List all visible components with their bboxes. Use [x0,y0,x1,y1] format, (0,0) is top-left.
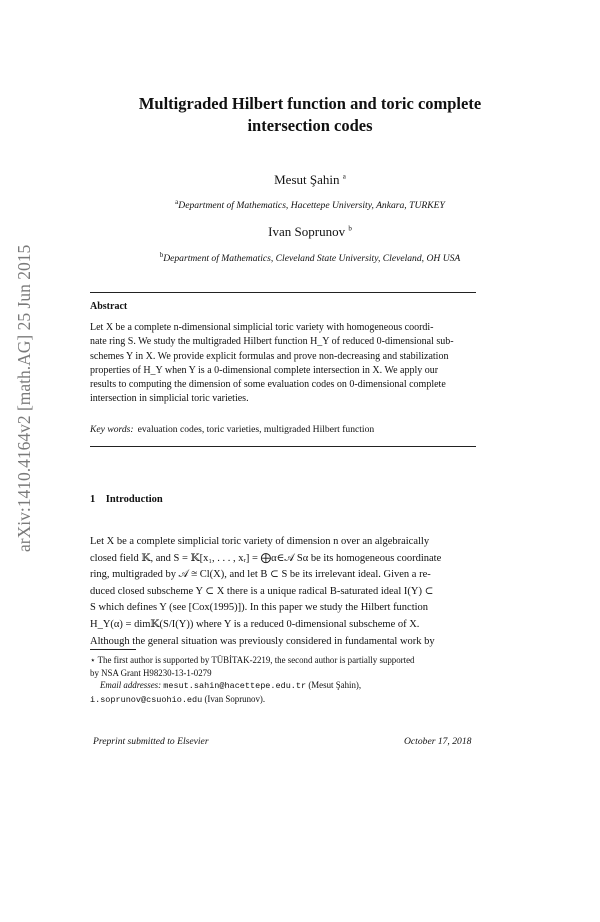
footnote-1b: by NSA Grant H98230-13-1-0279 [90,667,212,678]
abstract-line: results to computing the dimension of some evaluation codes on 0-dimensional complete [90,379,446,391]
preprint-note: Preprint submitted to Elsevier [93,736,209,747]
email-1[interactable]: mesut.sahin@hacettepe.edu.tr [163,681,307,692]
email-label: Email addresses: [100,680,162,691]
paper-date: October 17, 2018 [404,736,472,747]
arxiv-stamp [14,244,38,922]
title-line-1: Multigraded Hilbert function and toric complete [138,94,482,113]
abstract-line: properties of H_Y when Y is a 0-dimensional complete intersection in X. We apply our [90,364,439,376]
email-line [90,679,482,693]
email-line-2 [90,693,482,707]
footnote-1 [90,654,482,667]
intro-line: H_Y(α) = dim𝕂(S/I(Y)) where Y is a reduced 0-dimensional subscheme of X. [90,618,420,630]
abstract-heading: Abstract [90,301,128,312]
affiliation-2-text: Department of Mathematics, Cleveland State University, Cleveland, OH USA [163,253,461,265]
affiliation-1-sup: a [175,198,179,206]
paper-title [60,93,560,137]
abstract-bottom-rule [90,446,476,447]
email-1-name: (Mesut Şahin), [308,680,362,691]
abstract-line: schemes Y in X. We provide explicit formulas and prove non-decreasing and stabilization [90,350,449,362]
abstract-line: intersection in simplicial toric varieties. [90,393,249,405]
keywords-text: evaluation codes, toric varieties, multigraded Hilbert function [137,424,375,435]
affiliation-1 [60,198,560,211]
author-2-sup: b [348,224,352,233]
abstract-body [90,321,476,407]
affiliation-2-sup: b [159,251,164,259]
author-1-sup: a [342,172,346,181]
intro-line: Although the general situation was previously considered in fundamental work by [90,635,435,647]
author-2-name: Ivan Soprunov [268,224,346,239]
keywords [90,424,374,435]
abstract-top-rule [90,292,476,293]
footnote-star: ⋆ [90,655,96,665]
intro-body [90,534,476,650]
author-1 [60,172,560,188]
section-heading [90,494,163,505]
intro-line: S which defines Y (see [Cox(1995)]). In this paper we study the Hilbert function [90,602,429,614]
intro-line: duced closed subscheme Y ⊂ X there is a unique radical B-saturated ideal I(Y) ⊂ [90,585,434,597]
affiliation-1-text: Department of Mathematics, Hacettepe University, Ankara, TURKEY [178,200,445,212]
section-number: 1 [90,494,96,505]
title-line-2: intersection codes [247,116,373,135]
section-title: Introduction [105,494,163,505]
affiliation-2 [60,251,560,264]
intro-line: Let X be a complete simplicial toric variety of dimension n over an algebraically [90,536,430,547]
keywords-label: Key words: [90,424,134,435]
footnote-rule [90,649,136,650]
arxiv-id[interactable]: arXiv:1410.4164v2 [math.AG] 25 Jun 2015 [14,244,34,552]
email-2-name: (Ivan Soprunov). [204,693,266,704]
abstract-line: Let X be a complete n-dimensional simplicial toric variety with homogeneous coordi- [90,322,434,333]
email-2[interactable]: i.soprunov@csuohio.edu [90,694,203,705]
intro-line: closed field 𝕂, and S = 𝕂[x₁, . . . , xᵣ] = ⨁α∈𝒜 Sα be its homogeneous coordinate [90,552,442,564]
intro-line: ring, multigraded by 𝒜 ≅ Cl(X), and let B ⊂ S be its irrelevant ideal. Given a re- [90,569,431,581]
abstract-line: nate ring S. We study the multigraded Hilbert function H_Y of reduced 0-dimensional sub- [90,336,454,348]
footnote-1-text: The first author is supported by TÜBİTAK-2219, the second author is partially supported [97,655,415,665]
author-1-name: Mesut Şahin [274,172,340,187]
author-2 [60,224,560,240]
footnotes [90,654,482,706]
